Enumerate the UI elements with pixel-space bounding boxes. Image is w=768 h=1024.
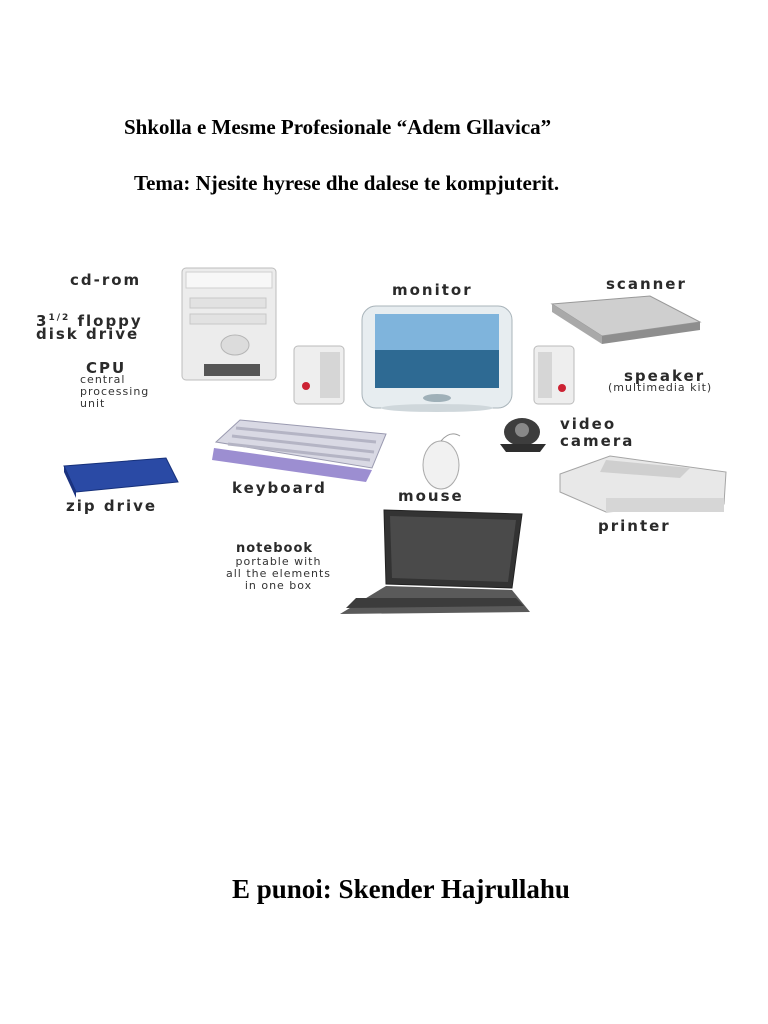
topic-heading: Tema: Njesite hyrese dhe dalese te kompjuterit. [134,171,560,195]
label-printer: printer [598,517,671,535]
label-floppy-prefix: 3 [36,312,49,330]
video-camera-image [500,418,546,452]
monitor-image [362,306,512,412]
author-line: E punoi: Skender Hajrullahu [232,874,570,904]
label-notebook: notebook [236,541,314,556]
label-floppy-line1: floppy [70,312,143,330]
label-keyboard: keyboard [232,479,327,497]
page-title: Shkolla e Mesme Profesionale “Adem Gllavica” [124,115,552,139]
label-monitor: monitor [392,281,473,299]
label-cpu: CPU [86,359,127,377]
label-cd-rom: cd-rom [70,271,142,289]
label-speaker-desc: (multimedia kit) [608,381,713,394]
printer-image [560,456,726,512]
label-notebook-desc: portable with all the elements in one box [226,555,331,592]
label-floppy-fraction: 1/2 [48,313,71,323]
keyboard-image [212,420,386,482]
speaker-right-image [534,346,574,404]
notebook-image [340,510,530,614]
label-speaker: speaker [624,367,706,385]
label-floppy-line2: disk drive [36,325,140,343]
label-zip-drive: zip drive [66,497,158,515]
label-scanner: scanner [606,275,687,293]
cpu-tower-image [182,268,276,380]
zip-drive-image [64,458,178,498]
label-cpu-desc: central processing unit [80,373,150,410]
scanner-image [552,296,700,344]
mouse-image [423,434,460,489]
speaker-left-image [294,346,344,404]
label-mouse: mouse [398,487,464,505]
label-video-camera: video camera [560,415,635,450]
